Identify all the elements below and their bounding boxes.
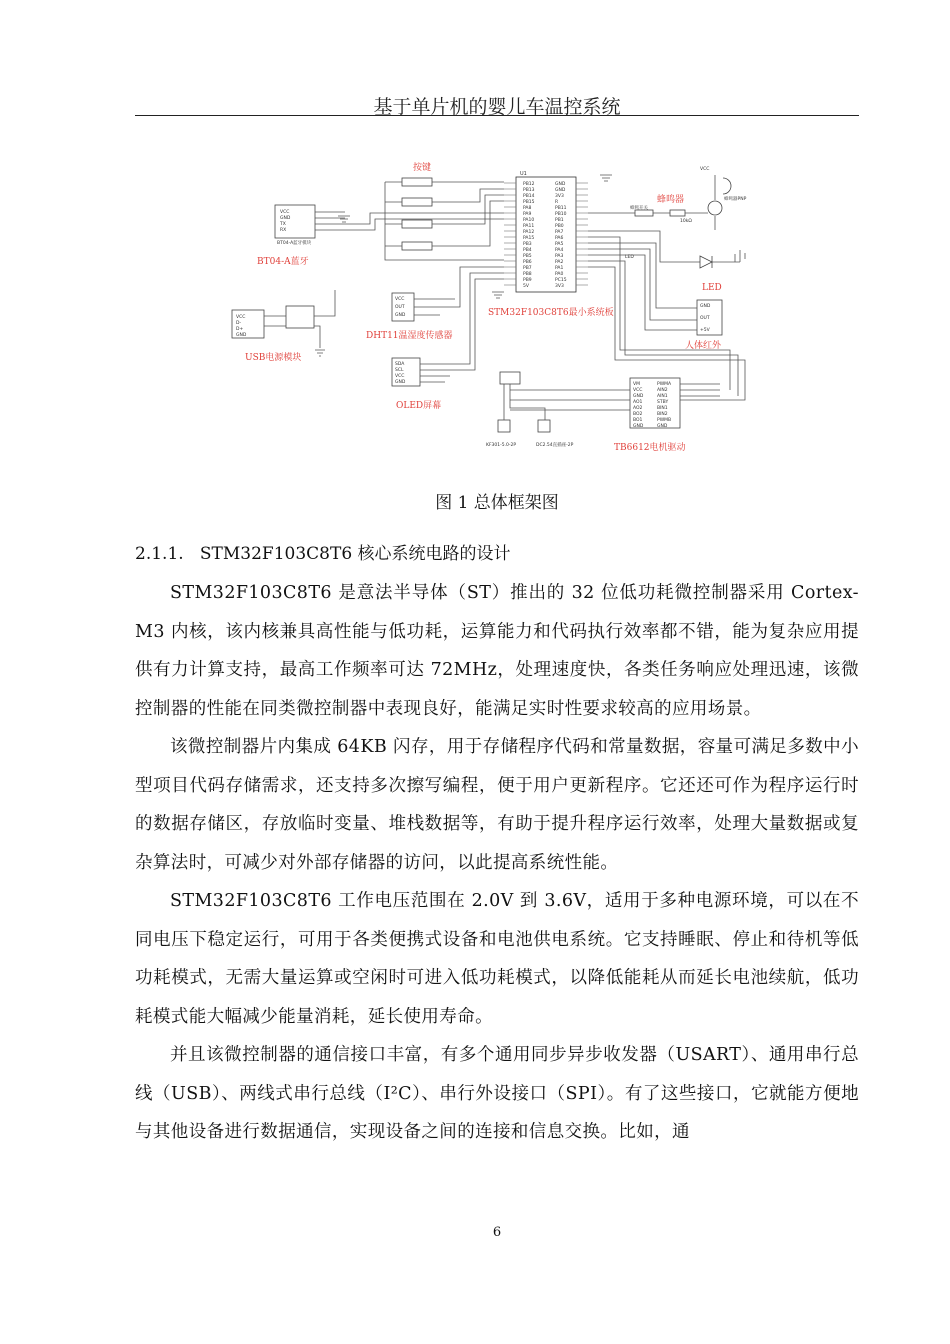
svg-text:PB15: PB15 <box>523 200 535 205</box>
svg-text:GND: GND <box>555 182 566 187</box>
svg-text:VCC: VCC <box>395 374 405 379</box>
svg-text:BIN2: BIN2 <box>657 412 668 417</box>
svg-text:PB3: PB3 <box>523 242 532 247</box>
key-4 <box>402 242 432 250</box>
label-pir: 人体红外 <box>685 341 722 351</box>
label-dht11: DHT11温湿度传感器 <box>366 331 453 341</box>
paragraph: 并且该微控制器的通信接口丰富，有多个通用同步异步收发器（USART）、通用串行总线（USB）、两线式串行总线（I²C）、串行外设接口（SPI）。有了这些接口，它就能方便地与其他设备进行数据通信，实现设备之间的连接和信息交换。比如，通 <box>135 1045 859 1142</box>
key-2 <box>402 198 432 206</box>
svg-text:VCC: VCC <box>280 210 290 215</box>
battery-connector <box>498 420 510 432</box>
svg-text:U1: U1 <box>520 171 527 177</box>
paragraph: STM32F103C8T6 是意法半导体（ST）推出的 32 位低功耗微控制器采用 Cortex-M3 内核，该内核兼具高性能与低功耗，运算能力和代码执行效率都不错，能为复杂应用提供有力计算支持，最高工作频率可达 72MHz，处理速度快，各类任务响应处理迅速，该微控制器的性能在同类微控制器中表现良好，能满足实时性要求较高的应用场景。 <box>135 583 859 719</box>
svg-text:PWMA: PWMA <box>657 382 672 387</box>
svg-text:GND: GND <box>633 394 644 399</box>
svg-text:VM: VM <box>633 382 640 387</box>
section-title: STM32F103C8T6 核心系统电路的设计 <box>199 544 511 564</box>
svg-text:GND: GND <box>633 424 644 429</box>
svg-text:GND: GND <box>555 188 566 193</box>
svg-text:PB6: PB6 <box>523 260 532 265</box>
svg-text:GND: GND <box>700 304 711 309</box>
svg-text:KF301-5.0-2P: KF301-5.0-2P <box>486 443 517 448</box>
power-switch <box>286 306 314 328</box>
svg-text:VCC: VCC <box>633 388 643 393</box>
svg-text:PA5: PA5 <box>555 242 564 247</box>
svg-text:GND: GND <box>280 216 291 221</box>
label-led: LED <box>702 283 722 293</box>
svg-text:DC2.54直插座-2P: DC2.54直插座-2P <box>536 443 574 448</box>
svg-text:+5V: +5V <box>700 328 710 333</box>
svg-text:PB13: PB13 <box>523 188 535 193</box>
key-1 <box>402 178 432 186</box>
section-number: 2.1.1. <box>135 544 184 564</box>
svg-text:OUT: OUT <box>700 316 710 321</box>
svg-text:GND: GND <box>395 380 406 385</box>
svg-text:PB7: PB7 <box>523 266 532 271</box>
svg-text:3V3: 3V3 <box>555 194 564 199</box>
svg-text:AO2: AO2 <box>633 406 643 411</box>
svg-text:PA1: PA1 <box>555 266 564 271</box>
svg-text:10kΩ: 10kΩ <box>680 219 692 224</box>
schematic-diagram <box>220 150 765 465</box>
label-motor-driver: TB6612电机驱动 <box>614 443 686 453</box>
svg-text:PA6: PA6 <box>555 236 564 241</box>
svg-text:蜂鸣器PNP: 蜂鸣器PNP <box>724 197 747 202</box>
svg-text:OUT: OUT <box>395 305 405 310</box>
page-number: 6 <box>492 1225 502 1240</box>
label-oled: OLED屏幕 <box>396 401 442 411</box>
svg-text:PA8: PA8 <box>523 206 532 211</box>
label-buzzer: 蜂鸣器 <box>657 195 685 205</box>
svg-text:PB11: PB11 <box>555 206 567 211</box>
section-heading <box>135 539 511 564</box>
label-keys: 按键 <box>413 163 432 173</box>
svg-text:PB4: PB4 <box>523 248 532 253</box>
svg-text:BO2: BO2 <box>633 412 643 417</box>
svg-text:PA3: PA3 <box>555 254 564 259</box>
svg-text:VCC: VCC <box>395 297 405 302</box>
svg-text:BT04-A蓝牙模块: BT04-A蓝牙模块 <box>277 241 312 246</box>
svg-text:R: R <box>555 200 559 205</box>
svg-text:PA11: PA11 <box>523 224 535 229</box>
svg-text:PA4: PA4 <box>555 248 564 253</box>
svg-text:PB10: PB10 <box>555 212 567 217</box>
svg-text:AIN1: AIN1 <box>657 394 668 399</box>
svg-text:BO1: BO1 <box>633 418 643 423</box>
svg-text:BIN1: BIN1 <box>657 406 668 411</box>
svg-text:PWMB: PWMB <box>657 418 672 423</box>
svg-text:PB14: PB14 <box>523 194 535 199</box>
svg-text:STBY: STBY <box>657 400 669 405</box>
svg-text:LED: LED <box>625 255 634 260</box>
svg-text:SDA: SDA <box>395 362 405 367</box>
svg-text:VCC: VCC <box>236 315 246 320</box>
svg-text:PA15: PA15 <box>523 236 535 241</box>
figure-caption: 图 1 总体框架图 <box>435 493 559 513</box>
svg-text:PB1: PB1 <box>555 218 564 223</box>
svg-text:RX: RX <box>280 228 287 233</box>
svg-text:VCC: VCC <box>700 167 710 172</box>
system-schematic-figure <box>220 150 765 465</box>
motor-connector <box>500 372 520 384</box>
svg-text:PB9: PB9 <box>523 278 532 283</box>
label-usb-power: USB电源模块 <box>245 353 302 363</box>
svg-text:PA10: PA10 <box>523 218 535 223</box>
svg-text:PB0: PB0 <box>555 224 564 229</box>
svg-text:GND: GND <box>236 333 247 338</box>
svg-text:PB12: PB12 <box>523 182 535 187</box>
header-rule <box>135 115 859 116</box>
svg-text:D-: D- <box>236 321 242 326</box>
svg-text:PA12: PA12 <box>523 230 535 235</box>
svg-text:3V3: 3V3 <box>555 284 564 289</box>
svg-text:SCL: SCL <box>395 368 404 373</box>
svg-text:PA2: PA2 <box>555 260 564 265</box>
svg-text:AO1: AO1 <box>633 400 643 405</box>
svg-text:GND: GND <box>657 424 668 429</box>
label-bluetooth: BT04-A蓝牙 <box>257 257 309 267</box>
paragraph: 该微控制器片内集成 64KB 闪存，用于存储程序代码和常量数据，容量可满足多数中小型项目代码存储需求，还支持多次擦写编程，便于用户更新程序。它还还可作为程序运行时的数据存储区，存放临时变量、堆栈数据等，有助于提升程序运行效率，处理大量数据或复杂算法时，可减少对外部存储器的访问，以此提高系统性能。 <box>135 737 859 873</box>
svg-text:GND: GND <box>395 313 406 318</box>
svg-text:AIN2: AIN2 <box>657 388 668 393</box>
svg-text:蜂鸣开关: 蜂鸣开关 <box>630 206 648 211</box>
svg-text:PA0: PA0 <box>555 272 564 277</box>
label-mcu: STM32F103C8T6最小系统板 <box>488 308 614 318</box>
paragraph: STM32F103C8T6 工作电压范围在 2.0V 到 3.6V，适用于多种电源环境，可以在不同电压下稳定运行，可用于各类便携式设备和电池供电系统。它支持睡眠、停止和待机等低功耗模式，无需大量运算或空闲时可进入低功耗模式，以降低能耗从而延长电池续航，低功耗模式能大幅减少能量消耗，延长使用寿命。 <box>135 891 859 1027</box>
svg-text:PA9: PA9 <box>523 212 532 217</box>
key-3 <box>402 220 432 228</box>
svg-text:PB5: PB5 <box>523 254 532 259</box>
power-jack <box>538 420 550 432</box>
svg-text:PA7: PA7 <box>555 230 564 235</box>
body-text <box>135 574 859 1152</box>
svg-text:TX: TX <box>280 222 286 227</box>
svg-text:PB8: PB8 <box>523 272 532 277</box>
svg-text:5V: 5V <box>523 284 529 289</box>
running-header: 基于单片机的婴儿车温控系统 <box>373 96 621 118</box>
svg-text:PC15: PC15 <box>555 278 567 283</box>
svg-text:D+: D+ <box>236 327 244 332</box>
